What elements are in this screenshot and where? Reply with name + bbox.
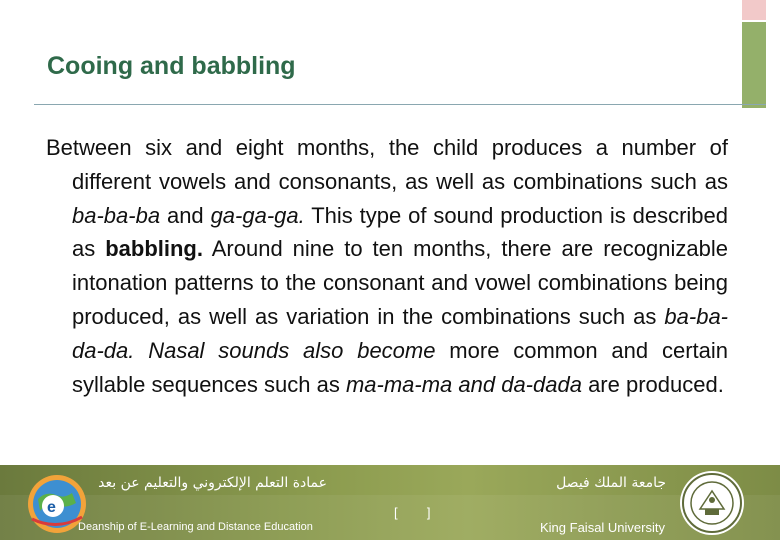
deanship-english-label: Deanship of E-Learning and Distance Education bbox=[78, 521, 313, 533]
footer bbox=[0, 465, 780, 540]
page-bracket-open: [ bbox=[394, 505, 398, 520]
slide-body-paragraph bbox=[46, 131, 728, 401]
page-number bbox=[394, 505, 431, 520]
body-text-segment: Between six and eight months, the child produces a number of different vowels and consonants, as well as combinations such as bbox=[46, 135, 728, 194]
deanship-arabic-label: عمادة التعلم الإلكتروني والتعليم عن بعد bbox=[98, 475, 327, 491]
body-text-segment: and bbox=[160, 202, 211, 228]
body-text-segment: more common and certain syllable sequences such as bbox=[72, 337, 728, 397]
svg-text:e: e bbox=[47, 499, 56, 516]
slide-title: Cooing and babbling bbox=[47, 52, 296, 80]
example-ma-ma-ma: ma-ma-ma and da-dada bbox=[345, 371, 582, 397]
title-divider bbox=[34, 104, 766, 105]
university-arabic-label: جامعة الملك فيصل bbox=[556, 475, 666, 491]
term-babbling: babbling. bbox=[105, 236, 203, 262]
example-ga-ga-ga: ga-ga-ga. bbox=[210, 202, 305, 228]
example-ba-ba-ba: ba-ba-ba bbox=[72, 202, 161, 228]
university-seal-icon bbox=[678, 469, 746, 537]
body-text-segment: Around nine to ten months, there are recognizable intonation patterns to the consonant and vowel combinations being produced, as well as variation in the combinations such as bbox=[72, 236, 728, 329]
university-english-label: King Faisal University bbox=[540, 520, 665, 535]
accent-block-top bbox=[742, 0, 766, 20]
body-text-segment: This type of sound production is described as bbox=[72, 202, 728, 262]
page-bracket-close: ] bbox=[426, 505, 431, 520]
body-text-segment: are produced. bbox=[581, 371, 724, 397]
example-ba-ba-da-da: ba-ba-da-da. Nasal sounds also become bbox=[72, 303, 728, 363]
accent-bar-green bbox=[742, 22, 766, 108]
